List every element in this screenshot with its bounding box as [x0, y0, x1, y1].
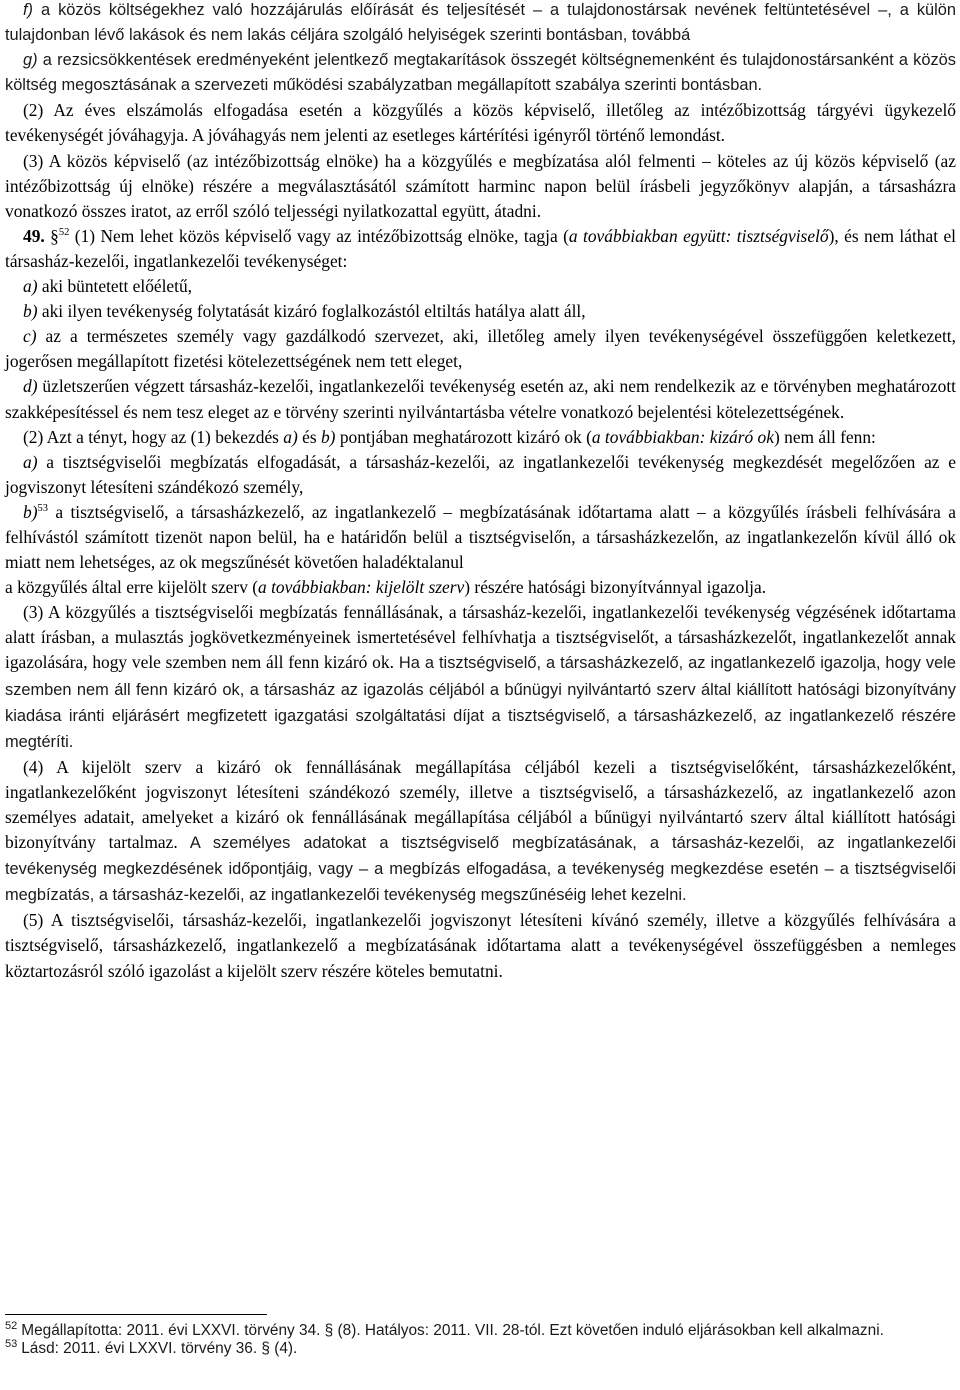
- footnote-mark: 52: [5, 1319, 18, 1332]
- footnote-52: [5, 1319, 956, 1340]
- footnote-ref-53[interactable]: 53: [37, 503, 48, 515]
- list-label: a): [23, 276, 38, 297]
- list-item-a: a) aki büntetett előéletű,: [23, 276, 193, 297]
- list-item-b: b) aki ilyen tevékenység folytatását kizáró foglalkozástól eltiltás hatálya alatt áll,: [23, 301, 586, 322]
- paragraph-2-exclusion: (2) Azt a tényt, hogy az (1) bekezdés a) és b) pontjában meghatározott kizáró ok (a továbbiakban: kizáró ok) nem áll fenn:: [23, 426, 876, 447]
- footnote-ref-52[interactable]: 52: [58, 227, 70, 239]
- paragraph-designated-body: a közgyűlés által erre kijelölt szerv (a továbbiakban: kijelölt szerv) részére hatósági bizonyítvánnyal igazolja.: [5, 577, 767, 598]
- footnotes: [5, 1319, 956, 1358]
- footnote-mark: 53: [5, 1337, 18, 1350]
- list-label: f): [23, 1, 34, 19]
- section-sign: §: [44, 225, 59, 246]
- paragraph-f: f) a közös költségekhez való hozzájárulás előírását és teljesítését – a tulajdonostársak nevének feltüntetésével –, a külön tulajdonban lévő lakások és nem lakás céljára szolgáló helyiségek szerinti bontásban, továbbá: [5, 1, 956, 45]
- document-body: [5, 0, 956, 984]
- list-item-b: b)$^{53}$ a tisztségviselő, a társasházkezelő, az ingatlankezelő – megbízatásának időtartama alatt – a közgyűlés írásbeli felhívására a felhívástól számított tizenöt napon belül, ha e határidőn belül a tisztségviselőn, a társasházkezelőn, az ingatlankezelőn kívül álló ok miatt nem lehetséges, az ok megszűnését követően haladéktalanul: [5, 501, 956, 573]
- paragraph-3-certification: (3) A közgyűlés a tisztségviselői megbízatás fennállásának, a társasház-kezelői, ingatlankezelői tevékenység végzésének időtartama alatt írásban, a mulasztás jogkövetkezményeinek ismertetésével felhívhatja a tisztségviselőt, a társasházkezelőt, ingatlankezelőt annak igazolására, hogy vele szemben nem áll fenn kizáró ok. Ha a tisztségviselő, a társasházkezelő, az ingatlankezelő igazolja, hogy vele szemben nem áll fenn kizáró ok, a társasház az igazolás céljából a bűnügyi nyilvántartó szerv által kiállított hatósági bizonyítvány kiadása iránti eljárásért megfizetett igazgatási szolgáltatási díjat a tisztségviselő, a társasházkezelő, az ingatlankezelő részére megtéríti.: [5, 602, 956, 751]
- list-label: b): [23, 301, 38, 322]
- list-item-c: c) az a természetes személy vagy gazdálkodó szervezet, aki, illetőleg amely ilyen tevékenységével összefüggően keletkezett, jogerősen megállapított fizetési kötelezettségének nem tett eleget,: [5, 326, 956, 372]
- footnote-text: Lásd: 2011. évi LXXVI. törvény 36. § (4).: [21, 1340, 298, 1357]
- list-label: d): [23, 376, 38, 397]
- footnote-53: [5, 1337, 956, 1358]
- list-label: b): [23, 501, 38, 522]
- list-item-a: a) a tisztségviselői megbízatás elfogadását, a társasház-kezelői, az ingatlankezelői tevékenység megkezdését megelőzően az e jogviszonyt létesíteni szándékozó személy,: [5, 451, 956, 497]
- paragraph-5-tax-certificate: (5) A tisztségviselői, társasház-kezelői, ingatlankezelői jogviszonyt létesíteni kívánó személy, illetve a közgyűlés felhívására a tisztségviselő, társasházkezelő, ingatlankezelő a megbízatásának időtartama alatt a tevékenységével összefüggésben a nemleges köztartozásról szóló igazolást a kijelölt szerv részére köteles bemutatni.: [5, 910, 956, 981]
- paragraph-g: g) a rezsicsökkentések eredményeként jelentkező megtakarítások összegét költségnemenként és tulajdonostársanként a közös költség megosztásának a szervezeti működési szabályzatban megállapított szabálya szerinti bontásban.: [5, 51, 956, 95]
- list-item-d: d) üzletszerűen végzett társasház-kezelői, ingatlankezelői tevékenység esetén az, aki nem rendelkezik az e törvényben meghatározott szakképesítéssel és nem tesz eleget az e törvény szerinti nyilvántartásba vételre vonatkozó bejelentési kötelezettségének.: [5, 376, 956, 422]
- section-49-paragraph-1: 49. §$^{52}$ (1) Nem lehet közös képviselő vagy az intézőbizottság elnöke, tagja (a továbbiakban együtt: tisztségviselő), és nem láthat el társasház-kezelői, ingatlankezelői tevékenységet:: [5, 225, 956, 271]
- footnote-text: Megállapította: 2011. évi LXXVI. törvény 34. § (8). Hatályos: 2011. VII. 28-tól. Ezt követően induló eljárásokban kell alkalmazni.: [21, 1322, 884, 1339]
- section-number: 49.: [23, 225, 45, 246]
- footnote-divider: [5, 1314, 267, 1315]
- list-label: g): [23, 51, 38, 70]
- list-label: a): [23, 451, 38, 472]
- paragraph-4-data-handling: (4) A kijelölt szerv a kizáró ok fennállásának megállapítása céljából kezeli a tisztségviselőként, társasházkezelőként, ingatlankezelőként jogviszonyt létesíteni szándékozó személy, illetve a tisztségviselő, a társasházkezelő, az ingatlankezelő azon személyes adatait, amelyeket a kizáró ok fennállásának megállapítása céljából a bűnügyi nyilvántartó szerv által kiállított hatósági bizonyítvány tartalmaz. A személyes adatokat a tisztségviselő megbízatásának, a társasház-kezelői, az ingatlankezelői tevékenység megkezdésének időpontjáig, vagy – a megbízás elfogadása, a tevékenység megkezdése esetén – a tisztségviselői megbízatás, a társasház-kezelői, az ingatlankezelői tevékenység megszűnéséig lehet kezelni.: [5, 756, 956, 905]
- paragraph-2-annual-settlement: (2) Az éves elszámolás elfogadása esetén a közgyűlés a közös képviselő, illetőleg az intézőbizottság tárgyévi ügykezelő tevékenységét jóváhagyja. A jóváhagyás nem jelenti az esetleges kártérítési igényről történő lemondást.: [5, 100, 956, 146]
- paragraph-3-handover: (3) A közös képviselő (az intézőbizottság elnöke) ha a közgyűlés e megbízatása alól felmenti – köteles az új közös képviselő (az intézőbizottság új elnöke) részére a megválasztásától számított harminc napon belül írásbeli jegyzőkönyv alapján, a társasházra vonatkozó összes iratot, az erről szóló teljességi nyilatkozattal együtt, átadni.: [5, 150, 956, 221]
- list-label: c): [23, 326, 37, 347]
